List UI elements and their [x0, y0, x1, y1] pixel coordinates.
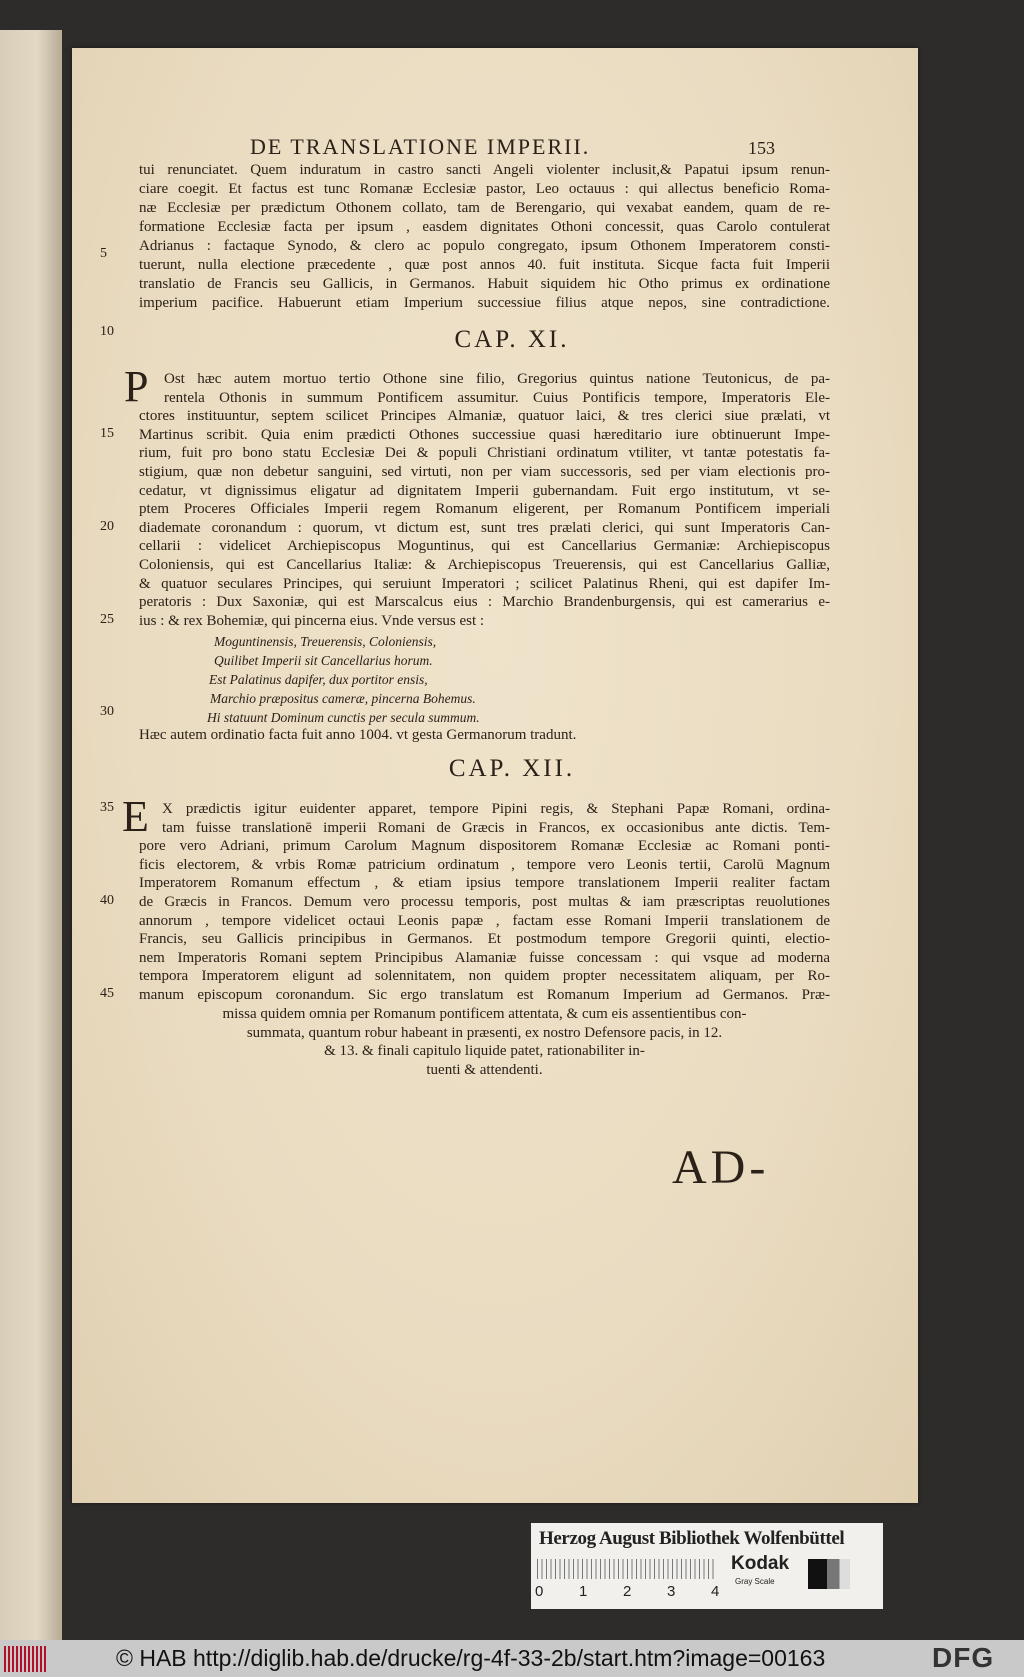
institution-label: Herzog August Bibliothek Wolfenbüttel: [539, 1528, 845, 1549]
text-line: de Græcis in Francos. Demum vero processu temporis, post multas & iam præscriptas reuolutiones: [139, 894, 830, 910]
margin-line-number: 25: [100, 612, 114, 627]
text-line: X prædictis igitur euidenter apparet, tempore Pipini regis, & Stephani Papæ Romani, ordina-: [162, 801, 830, 817]
catchword: AD-: [672, 1141, 770, 1194]
verse-line: Quilibet Imperii sit Cancellarius horum.: [214, 653, 433, 668]
text-line: ius : & rex Bohemiæ, qui pincerna eius. Vnde versus est :: [139, 612, 485, 629]
text-line: tui renunciatet. Quem induratum in castro sancti Angeli violenter inclusit,& Papatui ipsum renun-: [139, 162, 830, 178]
text-line: Francis, seu Gallicis principibus in Germanos. Et postmodum tempore Gregorii quinti, electio-: [139, 931, 830, 948]
text-line: ciare coegit. Et factus est tunc Romanæ Ecclesiæ pastor, Leo octauus : qui allectus beneficio Roma-: [139, 181, 830, 197]
verse-line: Hi statuunt Dominum cunctis per secula summum.: [207, 710, 480, 725]
chapter-12-heading: CAP. XII.: [448, 755, 576, 782]
text-line: stigium, quæ non debetur sanguini, sed virtuti, non per viam successoris, sed per viam electionis pro-: [139, 464, 830, 480]
ruler-number: 2: [623, 1583, 632, 1600]
copyright-url[interactable]: © HAB http://diglib.hab.de/drucke/rg-4f-33-2b/start.htm?image=00163: [116, 1645, 826, 1671]
dfg-logo: DFG: [932, 1642, 995, 1673]
text-line: nem Imperatoris Romani septem Principibus Alamaniæ fuisse concessam : qui vsque ad moderna: [139, 949, 830, 966]
ruler-scale: [537, 1559, 717, 1579]
text-line: annorum , tempore videlicet octaui Leonis papæ , factam esse Romani Imperii translationem de: [139, 912, 830, 929]
text-line: rentela Othonis in summum Pontificem assumitur. Cuius Pontificis tempore, Imperatoris Ele-: [164, 389, 830, 406]
drop-cap-p: P: [124, 362, 149, 411]
margin-line-number: 35: [100, 800, 114, 815]
text-line: peratoris : Dux Saxoniæ, qui est Marscalcus eius : Marchio Brandenburgensis, qui est camerarius e-: [139, 594, 830, 611]
margin-line-number: 40: [100, 893, 114, 908]
chapter-11-heading: CAP. XI.: [454, 326, 570, 353]
text-line: ficis electorem, & vrbis Romæ patricium ordinatum , tempore vero Leonis tertii, Carolū Magnum: [139, 856, 830, 873]
text-line: & quatuor seculares Principes, qui seruiunt Imperatori ; scilicet Palatinus Rheni, qui est dapifer Im-: [139, 575, 830, 592]
text-line: Martinus scribit. Quia enim prædicti Othones successiue quasi hæreditario iure obtinuerunt Impe-: [139, 426, 830, 443]
text-line: missa quidem omnia per Romanum pontificem attentata, & cum eis assentientibus con-: [222, 1006, 747, 1022]
text-line: & 13. & finali capitulo liquide patet, rationabiliter in-: [324, 1043, 645, 1060]
color-calibration-card: [531, 1523, 883, 1609]
drop-cap-e: E: [122, 792, 149, 841]
ruler-number: 3: [667, 1583, 676, 1600]
text-line: Coloniensis, qui est Cancellarius Italiæ: & Archiepiscopus Treuerensis, qui est Cancellarius Galliæ,: [139, 557, 830, 573]
verse-line: Moguntinensis, Treuerensis, Coloniensis,: [214, 634, 437, 649]
verse-line: Est Palatinus dapifer, dux portitor ensis,: [209, 672, 428, 687]
text-line: ctores instituuntur, septem scilicet Principes Almaniæ, quatuor laici, & tres clerici siue prælati, vt: [139, 408, 830, 425]
text-line: tuerunt, nulla electione præcedente , quæ post annos 40. fuit instituta. Sicque facta fuit Imperii: [139, 257, 830, 273]
page-number: 153: [748, 138, 775, 158]
barcode-logo-icon: [4, 1646, 48, 1672]
gray-patch: [808, 1559, 850, 1589]
text-line: næ Ecclesiæ per prædictum Othonem collato, tam de Berengario, qui vexabat eandem, quam de re-: [139, 200, 830, 216]
text-line: pore vero Adriani, primum Carolum Magnum dispositorem Romanæ Ecclesiæ ac Romani ponti-: [139, 838, 830, 855]
margin-line-number: 5: [100, 246, 107, 261]
verse-line: Marchio præpositus cameræ, pincerna Bohemus.: [210, 691, 476, 706]
text-line: cedatur, vt dignissimus eligatur ad dignitatem Imperii gubernandam. Fuit ergo institutum, vt se-: [139, 482, 830, 499]
gray-scale-label: Gray Scale: [735, 1577, 775, 1586]
text-line: manum episcopum coronandum. Sic ergo translatum est Romanum Imperium ad Germanos. Præ-: [139, 987, 830, 1003]
margin-line-number: 30: [100, 704, 114, 719]
text-line: imperium pacifice. Habuerunt etiam Imperium successiue filius atque nepos, sine contradictione.: [139, 295, 830, 311]
margin-line-number: 20: [100, 519, 114, 534]
text-line: translatio de Francis seu Gallicis, in Germanos. Habuit siquidem hic Otho primus ex ordinatione: [139, 276, 830, 292]
ruler-number: 0: [535, 1583, 544, 1600]
ruler-number: 1: [579, 1583, 588, 1600]
text-line: Ost hæc autem mortuo tertio Othone sine filio, Gregorius quintus natione Teutonicus, de pa-: [164, 371, 830, 387]
text-line: cellarii : videlicet Archiepiscopus Moguntinus, qui est Cancellarius Germaniæ: Archiepiscopus: [139, 538, 830, 555]
text-line: rium, fuit pro bono statu Ecclesiæ Dei & populi Christiani ordinatum vtiliter, vt tantæ potestatis fa-: [139, 445, 830, 462]
kodak-logo: Kodak: [731, 1553, 790, 1574]
closing-line: Hæc autem ordinatio facta fuit anno 1004. vt gesta Germanorum tradunt.: [139, 727, 577, 743]
text-line: ptem Proceres Officiales Imperii regem Romanum eligerent, per Romanum Pontificem imperiali: [139, 501, 830, 518]
text-line: summata, quantum robur habeant in præsenti, ex nostro Defensore pacis, in 12.: [246, 1024, 723, 1041]
facing-page-edge: [0, 30, 62, 1640]
margin-line-number: 10: [100, 324, 114, 339]
text-line: tuenti & attendenti.: [426, 1061, 543, 1078]
text-line: Adrianus : factaque Synodo, & clero ac populo congregato, ipsum Othonem Imperatorem consti-: [139, 238, 830, 254]
ruler-number: 4: [711, 1583, 720, 1600]
running-title: DE TRANSLATIONE IMPERII.: [250, 134, 591, 159]
text-line: tam fuisse translationē imperii Romani de Græcis in Francos, ex occasionibus ante dictis. Tem-: [162, 819, 830, 836]
margin-line-number: 45: [100, 986, 114, 1001]
text-line: diademate coronandum : quorum, vt dictum est, sunt tres prælati clerici, qui sunt Imperatoris Can-: [139, 519, 830, 536]
text-line: Imperatorem Romanum effectum , & etiam ipsius tempore translationem Imperii realiter factam: [139, 875, 830, 892]
margin-line-number: 15: [100, 426, 114, 441]
text-line: tempora Imperatorem eligunt ad solennitatem, non quidem propter necessitatem aliquam, per Ro-: [139, 968, 830, 985]
footer-bar: [0, 1640, 1024, 1677]
text-line: formatione Ecclesiæ facta per ipsum , easdem dignitates Othoni concessit, quas Carolo contulerat: [139, 219, 830, 235]
